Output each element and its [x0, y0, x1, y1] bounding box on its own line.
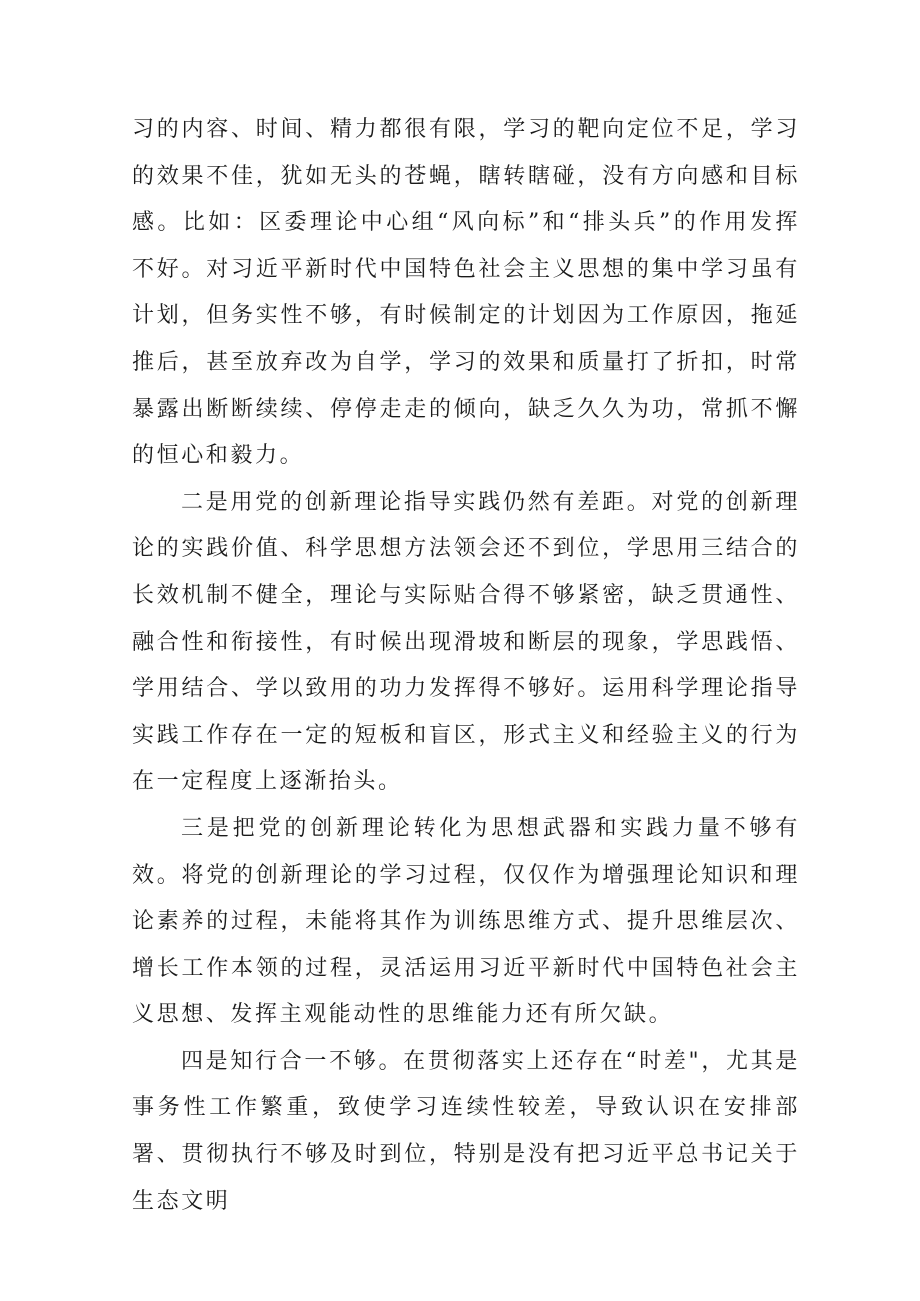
document-body: [132, 107, 800, 1225]
paragraph-third-point: 三是把党的创新理论转化为思想武器和实践力量不够有效。将党的创新理论的学习过程，仅仅作为增强理论知识和理论素养的过程，未能将其作为训练思维方式、提升思维层次、增长工作本领的过程，灵活运用习近平新时代中国特色社会主义思想、发挥主观能动性的思维能力还有所欠缺。: [132, 815, 800, 1028]
paragraph-fourth-point: 四是知行合一不够。在贯彻落实上还存在“时差"，尤其是事务性工作繁重，致使学习连续性较差，导致认识在安排部署、贯彻执行不够及时到位，特别是没有把习近平总书记关于生态文明: [132, 1048, 800, 1214]
paragraph-second-point: 二是用党的创新理论指导实践仍然有差距。对党的创新理论的实践价值、科学思想方法领会还不到位，学思用三结合的长效机制不健全，理论与实际贴合得不够紧密，缺乏贯通性、融合性和衔接性，有时候出现滑坡和断层的现象，学思践悟、学用结合、学以致用的功力发挥得不够好。运用科学理论指导实践工作存在一定的短板和盲区，形式主义和经验主义的行为在一定程度上逐渐抬头。: [132, 489, 800, 795]
paragraph-continued: 习的内容、时间、精力都很有限，学习的靶向定位不足，学习的效果不佳，犹如无头的苍蝇，瞎转瞎碰，没有方向感和目标感。比如：区委理论中心组“风向标”和“排头兵”的作用发挥不好。对习近平新时代中国特色社会主义思想的集中学习虽有计划，但务实性不够，有时候制定的计划因为工作原因，拖延推后，甚至放弃改为自学，学习的效果和质量打了折扣，时常暴露出断断续续、停停走走的倾向，缺乏久久为功，常抓不懈的恒心和毅力。: [132, 117, 800, 469]
